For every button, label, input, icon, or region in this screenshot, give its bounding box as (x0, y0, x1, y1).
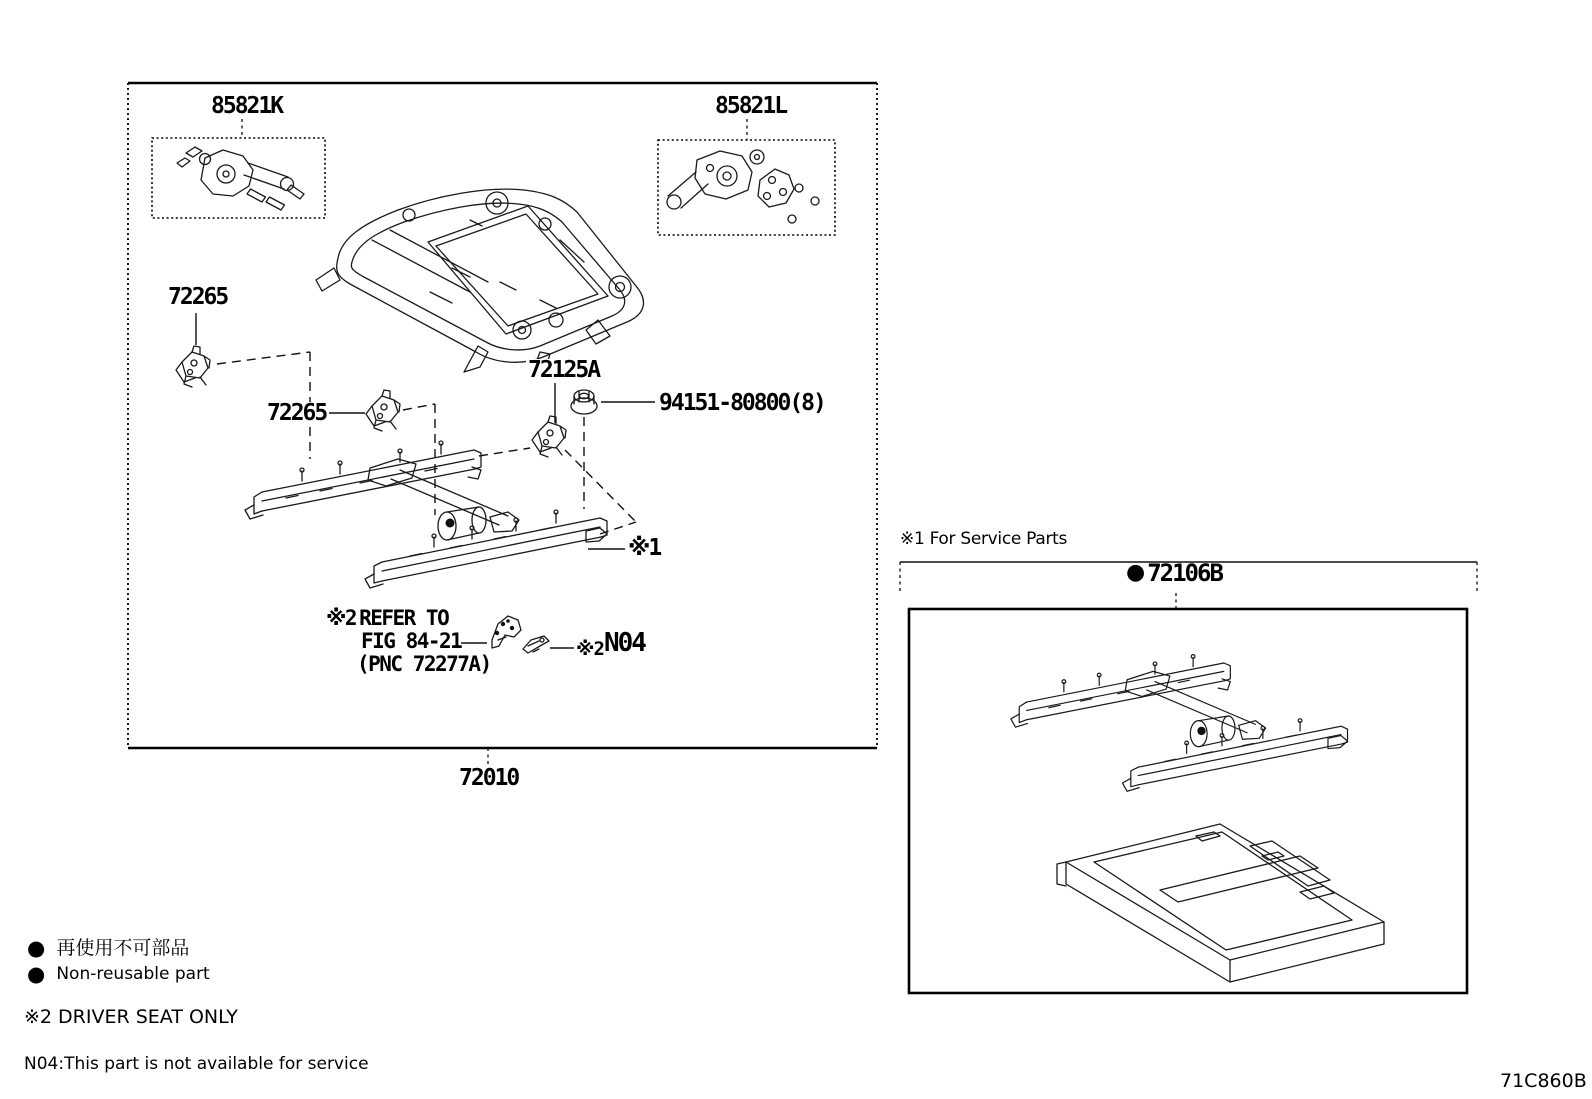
part-label-72106b: 72106B (1147, 559, 1222, 587)
part-label-85821l: 85821L (715, 93, 787, 119)
n04-availability-note: N04:This part is not available for service (24, 1054, 369, 1074)
refer-note-text: REFER TO (359, 606, 449, 630)
seat-cushion-frame-drawing (316, 189, 643, 374)
bracket-72265-center-drawing (366, 390, 400, 431)
seat-motor-85821k-drawing (177, 147, 304, 210)
refer-note-line-1 (326, 608, 448, 629)
driver-seat-only-note: ※2 DRIVER SEAT ONLY (24, 1006, 238, 1028)
non-reusable-bullet-icon: ● (1126, 560, 1146, 585)
driver-seat-ref-mark: ※2 (576, 638, 604, 660)
seat-track-assembly-drawing (245, 441, 607, 588)
hinge-part-drawing (492, 616, 521, 648)
service-seat-track-drawing (1011, 655, 1348, 792)
seat-motor-85821l-drawing (667, 150, 819, 223)
refer-note-mark: ※2 (326, 606, 357, 630)
legend-non-reusable-jp (27, 938, 189, 959)
part-label-n04: N04 (604, 628, 645, 658)
legend-non-reusable-en (27, 964, 210, 985)
n04-part-drawing (523, 636, 549, 653)
part-label-94151-80800: 94151-80800(8) (659, 390, 825, 416)
service-parts-heading: ※1 For Service Parts (900, 529, 1068, 549)
figure-code: 71C860B (1500, 1070, 1587, 1092)
part-label-72010: 72010 (459, 765, 519, 791)
service-ref-mark-1: ※1 (628, 535, 661, 561)
nut-94151-drawing (571, 390, 597, 414)
legend-en-text: Non-reusable part (56, 964, 210, 984)
part-72125a-drawing (532, 416, 566, 457)
refer-note-line-3: (PNC 72277A) (357, 652, 491, 676)
part-label-85821k: 85821K (211, 93, 283, 119)
part-label-72125a: 72125A (528, 357, 600, 383)
inset-box-85821k (152, 138, 325, 218)
bracket-72265-left-drawing (176, 346, 210, 387)
part-label-72265-center: 72265 (267, 400, 327, 426)
legend-jp-text: 再使用不可部品 (56, 937, 190, 959)
refer-note-line-2: FIG 84-21 (361, 629, 462, 653)
non-reusable-bullet-icon: ● (27, 962, 46, 986)
non-reusable-bullet-icon: ● (27, 936, 46, 960)
inset-box-85821l (658, 140, 835, 235)
base-frame-drawing (1057, 824, 1384, 982)
part-label-72265-left: 72265 (168, 284, 228, 310)
service-part-label (1126, 561, 1222, 585)
